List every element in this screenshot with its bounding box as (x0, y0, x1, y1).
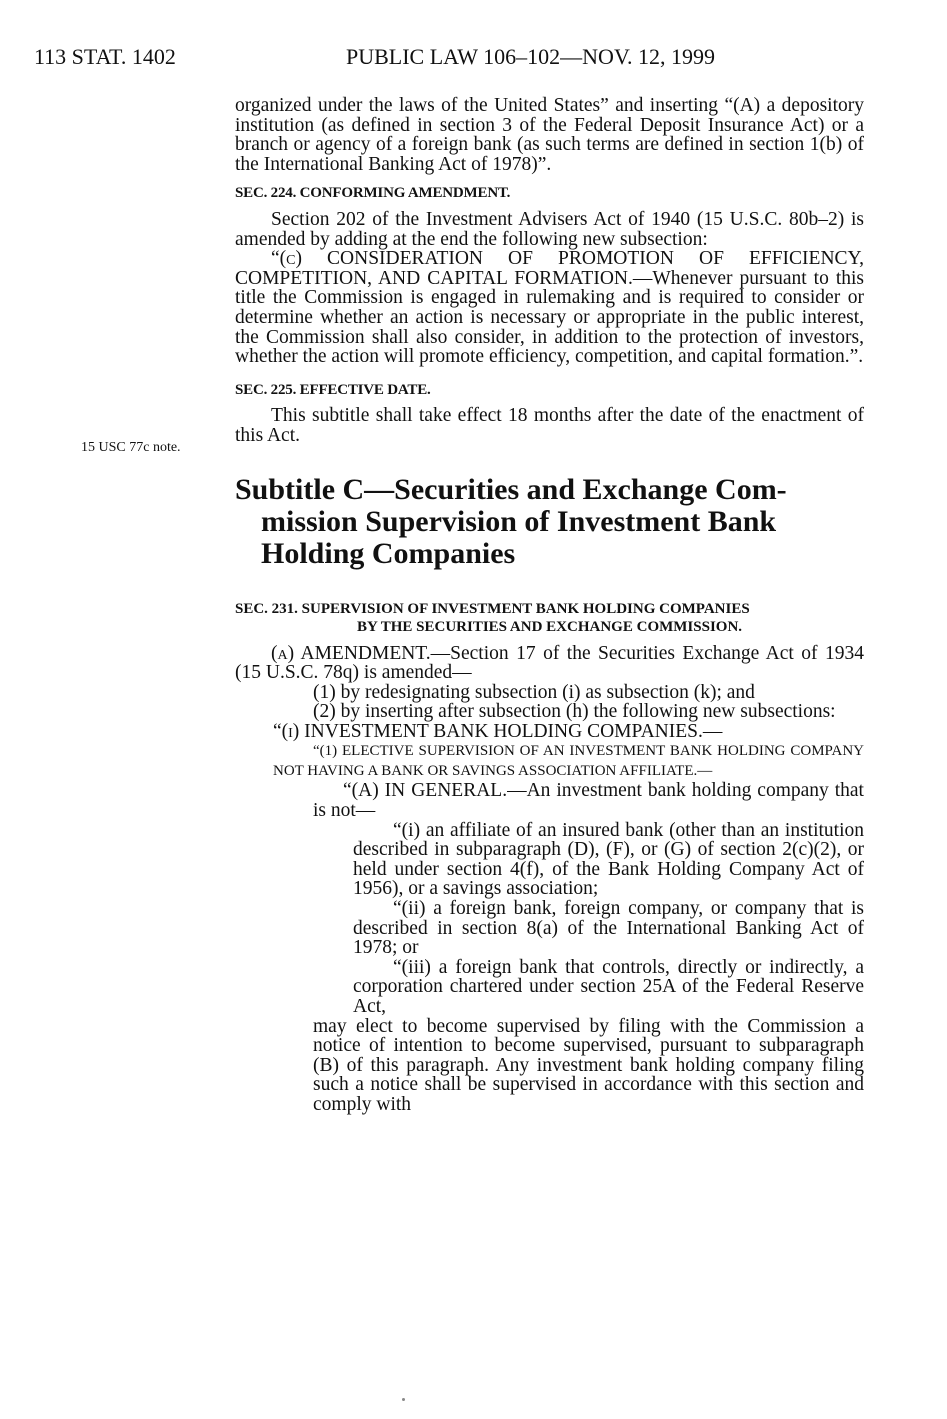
clause-iii: “(iii) a foreign bank that controls, directly or indirectly, a corporation chartered under section 25A of the Federal Reserve Act, (353, 956, 864, 1017)
statute-page-number: 113 STAT. 1402 (34, 44, 176, 69)
subsection-c-heading: “(c) CONSIDERATION OF PROMOTION OF EFFICIENCY, COMPETITION, AND CAPITAL FORMATION. (235, 248, 864, 289)
closing-paragraph: may elect to become supervised by filing with the Commission a notice of intention to become supervised, pursuant to subparagraph (B) of this paragraph. Any investment bank holding company filing such a notice shall be supervised in accordance with this section and comply with (313, 1015, 864, 1115)
sec-231-heading-line-1: SEC. 231. SUPERVISION OF INVESTMENT BANK HOLDING COMPANIES (235, 600, 750, 617)
subsection-a-text: —Section 17 of the Securities Exchange Act of 1934 (15 U.S.C. 78q) is amended— (235, 642, 864, 684)
subsection-a-heading: (a) AMENDMENT. (271, 642, 431, 664)
paragraph-1-heading: “(1) ELECTIVE SUPERVISION OF AN INVESTMENT BANK HOLDING COMPANY NOT HAVING A BANK OR SAVINGS ASSOCIATION AFFILIATE.— (273, 743, 864, 780)
item-1: (1) by redesignating subsection (i) as subsection (k); and (313, 681, 755, 703)
subtitle-heading (235, 474, 864, 570)
subsection-c-text: —Whenever pursuant to this title the Commission is engaged in rulemaking and is required to consider or determine whether an action is necessary or appropriate in the public interest, the Commission shall also consider, in addition to the protection of investors, whether the action will promote efficiency, competition, and capital formation.”. (235, 267, 864, 368)
clause-i: “(i) an affiliate of an insured bank (other than an institution described in subparagraph (D), (F), or (G) of section 2(c)(2), or held under section 4(f), of the Bank Holding Company Act of 1956), or a savings association; (353, 819, 864, 900)
subtitle-line-3: Holding Companies (261, 536, 516, 570)
document-body (235, 96, 864, 1115)
subparagraph-a-heading: “(A) IN GENERAL. (343, 780, 508, 802)
sec-231-heading-line-2: BY THE SECURITIES AND EXCHANGE COMMISSION. (356, 618, 743, 635)
sec-225-heading: SEC. 225. EFFECTIVE DATE. (235, 381, 431, 398)
sec-224-paragraph: Section 202 of the Investment Advisers Act of 1940 (15 U.S.C. 80b–2) is amended by adding at the end the following new subsection: (235, 208, 864, 250)
clause-ii: “(ii) a foreign bank, foreign company, or company that is described in section 8(a) of the International Banking Act of 1978; or (353, 898, 864, 959)
subparagraph-a-text: —An investment bank holding company that is not— (313, 780, 864, 822)
sec-225-paragraph: This subtitle shall take effect 18 months after the date of the enactment of this Act. (235, 405, 864, 446)
margin-note: 15 USC 77c note. (81, 440, 181, 455)
subtitle-line-1: Subtitle C—Securities and Exchange Com- (235, 472, 787, 506)
subtitle-line-2: mission Supervision of Investment Bank (261, 504, 777, 538)
sec-224-heading: SEC. 224. CONFORMING AMENDMENT. (235, 185, 511, 202)
subparagraph-a (235, 781, 864, 820)
scan-speck (402, 1398, 405, 1401)
page-header (34, 44, 867, 78)
item-2: (2) by inserting after subsection (h) the following new subsections: (313, 701, 836, 723)
subsection-i-heading: “(i) INVESTMENT BANK HOLDING COMPANIES.— (273, 720, 723, 742)
public-law-citation: PUBLIC LAW 106–102—NOV. 12, 1999 (346, 44, 715, 69)
subsection-a (235, 644, 864, 683)
intro-paragraph: organized under the laws of the United States” and inserting “(A) a depository institution (as defined in section 3 of the Federal Deposit Insurance Act) or a branch or agency of a foreign bank (as such terms are defined in section 1(b) of the International Banking Act of 1978)”. (235, 95, 864, 175)
sec-224-subsection-c (235, 249, 864, 367)
sec-231-heading (235, 600, 864, 636)
